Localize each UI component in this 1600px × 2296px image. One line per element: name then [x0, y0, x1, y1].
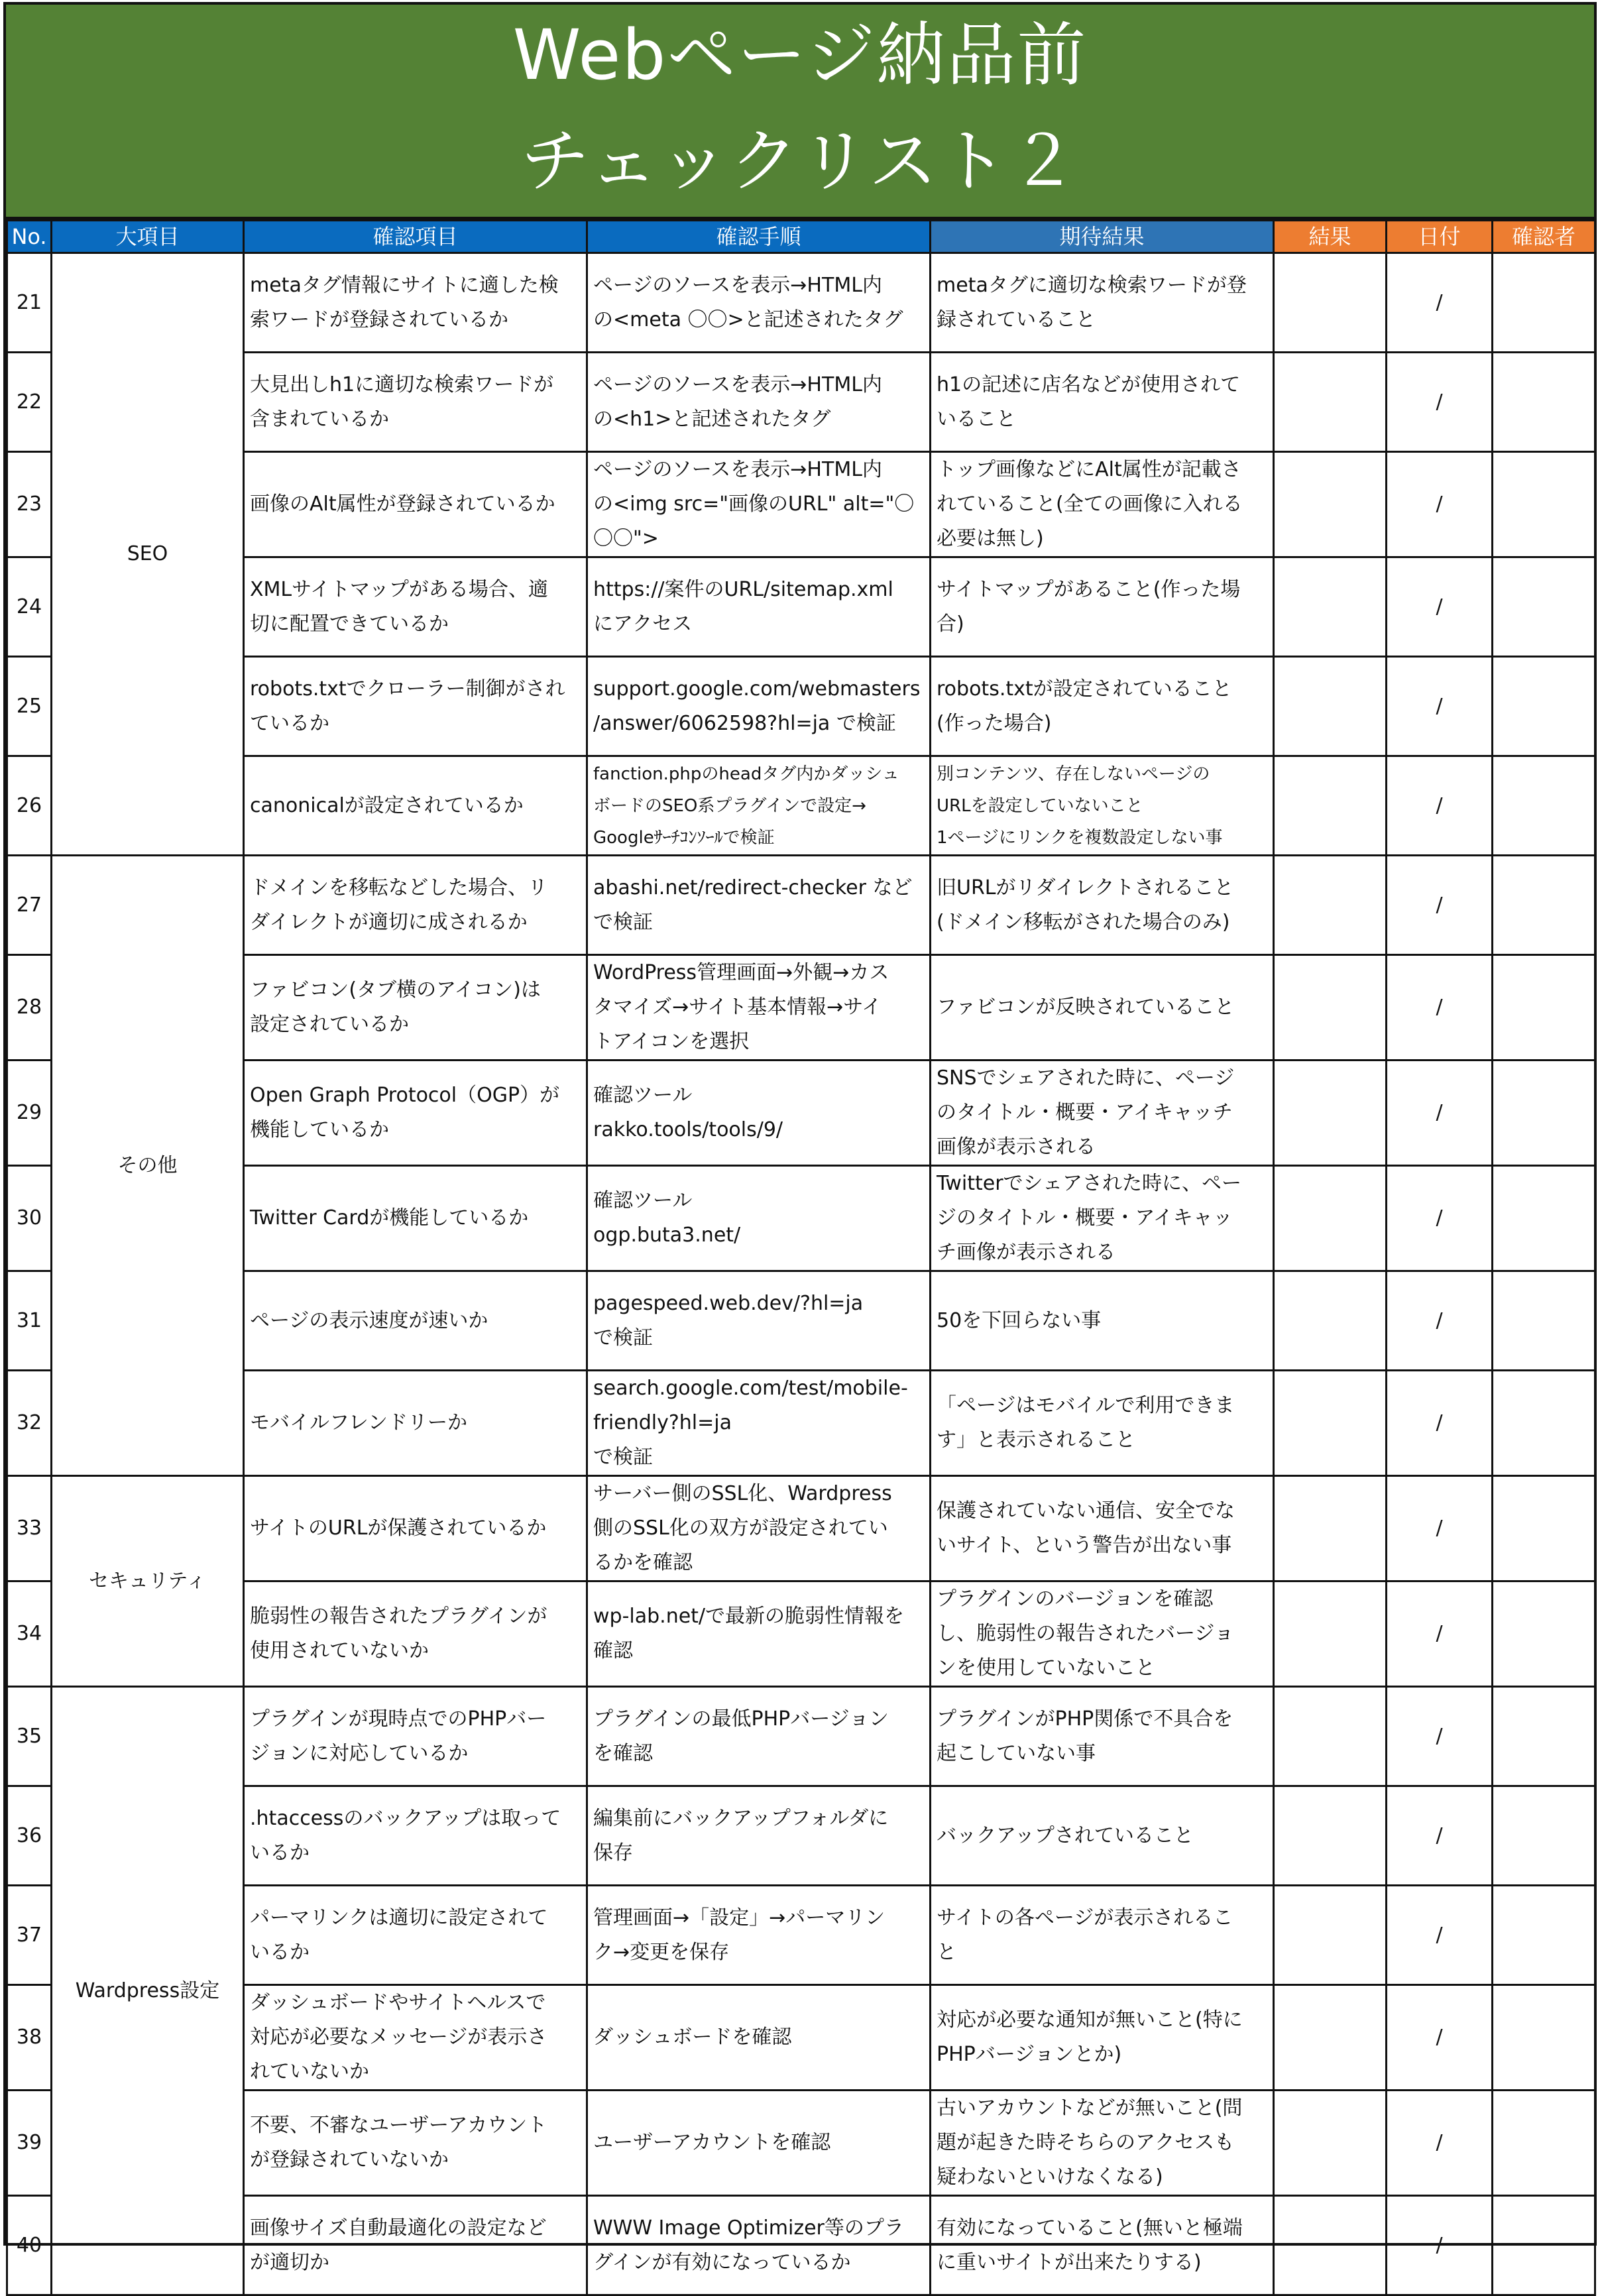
expected-result: トップ画像などにAlt属性が記載さ れていること(全ての画像に入れる 必要は無し) — [931, 452, 1274, 557]
check-procedure: WordPress管理画面→外観→カス タマイズ→サイト基本情報→サイ トアイコンを選択 — [587, 955, 931, 1061]
check-procedure: ダッシュボードを確認 — [587, 1985, 931, 2091]
row-number: 38 — [7, 1985, 52, 2091]
row-number: 37 — [7, 1886, 52, 1985]
check-procedure: ユーザーアカウントを確認 — [587, 2091, 931, 2196]
checker-cell[interactable] — [1493, 1371, 1595, 1476]
check-item: ファビコン(タブ横のアイコン)は 設定されているか — [244, 955, 587, 1061]
result-cell[interactable] — [1274, 557, 1387, 657]
result-cell[interactable] — [1274, 353, 1387, 452]
table-row — [7, 955, 1595, 1061]
expected-result: プラグインがPHP関係で不具合を 起こしていない事 — [931, 1687, 1274, 1786]
row-number: 25 — [7, 657, 52, 756]
header-expected: 期待結果 — [931, 221, 1274, 253]
row-number: 36 — [7, 1786, 52, 1886]
result-cell[interactable] — [1274, 1371, 1387, 1476]
check-procedure: abashi.net/redirect-checker など で検証 — [587, 856, 931, 955]
date-cell[interactable]: / — [1387, 1476, 1493, 1581]
table-row — [7, 2196, 1595, 2295]
table-row — [7, 452, 1595, 557]
row-number: 40 — [7, 2196, 52, 2295]
expected-result: ファビコンが反映されていること — [931, 955, 1274, 1061]
result-cell[interactable] — [1274, 1476, 1387, 1581]
table-row — [7, 1271, 1595, 1371]
checker-cell[interactable] — [1493, 452, 1595, 557]
checker-cell[interactable] — [1493, 2091, 1595, 2196]
header-category: 大項目 — [52, 221, 244, 253]
table-row — [7, 1687, 1595, 1786]
date-cell[interactable]: / — [1387, 2196, 1493, 2295]
row-number: 33 — [7, 1476, 52, 1581]
category-other: その他 — [52, 856, 244, 1476]
result-cell[interactable] — [1274, 1786, 1387, 1886]
checklist-sheet — [3, 2, 1597, 2274]
date-cell[interactable]: / — [1387, 1166, 1493, 1271]
row-number: 28 — [7, 955, 52, 1061]
checker-cell[interactable] — [1493, 756, 1595, 856]
header-checker: 確認者 — [1493, 221, 1595, 253]
check-procedure: search.google.com/test/mobile- friendly?hl=ja で検証 — [587, 1371, 931, 1476]
check-procedure: ページのソースを表示→HTML内 の<img src="画像のURL" alt="〇 〇〇"> — [587, 452, 931, 557]
check-item: パーマリンクは適切に設定されて いるか — [244, 1886, 587, 1985]
header-date: 日付 — [1387, 221, 1493, 253]
row-number: 24 — [7, 557, 52, 657]
checker-cell[interactable] — [1493, 253, 1595, 353]
row-number: 26 — [7, 756, 52, 856]
check-item: metaタグ情報にサイトに適した検 索ワードが登録されているか — [244, 253, 587, 353]
check-procedure: WWW Image Optimizer等のプラ グインが有効になっているか — [587, 2196, 931, 2295]
check-item: canonicalが設定されているか — [244, 756, 587, 856]
row-number: 39 — [7, 2091, 52, 2196]
date-cell[interactable]: / — [1387, 955, 1493, 1061]
checker-cell[interactable] — [1493, 557, 1595, 657]
row-number: 21 — [7, 253, 52, 353]
expected-result: robots.txtが設定されていること (作った場合) — [931, 657, 1274, 756]
result-cell[interactable] — [1274, 1985, 1387, 2091]
table-row — [7, 253, 1595, 353]
check-item: プラグインが現時点でのPHPバー ジョンに対応しているか — [244, 1687, 587, 1786]
header-procedure: 確認手順 — [587, 221, 931, 253]
table-row — [7, 2091, 1595, 2196]
checker-cell[interactable] — [1493, 1166, 1595, 1271]
result-cell[interactable] — [1274, 452, 1387, 557]
result-cell[interactable] — [1274, 1061, 1387, 1166]
result-cell[interactable] — [1274, 1166, 1387, 1271]
row-number: 30 — [7, 1166, 52, 1271]
checker-cell[interactable] — [1493, 1886, 1595, 1985]
check-procedure: wp-lab.net/で最新の脆弱性情報を 確認 — [587, 1581, 931, 1687]
check-procedure: https://案件のURL/sitemap.xml にアクセス — [587, 557, 931, 657]
check-item: 脆弱性の報告されたプラグインが 使用されていないか — [244, 1581, 587, 1687]
date-cell[interactable]: / — [1387, 1985, 1493, 2091]
table-row — [7, 1786, 1595, 1886]
check-procedure: support.google.com/webmasters /answer/6062598?hl=ja で検証 — [587, 657, 931, 756]
table-row — [7, 1476, 1595, 1581]
table-row — [7, 657, 1595, 756]
checklist-table — [6, 219, 1596, 2296]
checker-cell[interactable] — [1493, 1271, 1595, 1371]
table-row — [7, 353, 1595, 452]
check-procedure: ページのソースを表示→HTML内 の<meta 〇〇>と記述されたタグ — [587, 253, 931, 353]
check-item: XMLサイトマップがある場合、適 切に配置できているか — [244, 557, 587, 657]
checker-cell[interactable] — [1493, 353, 1595, 452]
date-cell[interactable]: / — [1387, 856, 1493, 955]
table-row — [7, 557, 1595, 657]
expected-result: サイトマップがあること(作った場 合) — [931, 557, 1274, 657]
check-item: Twitter Cardが機能しているか — [244, 1166, 587, 1271]
row-number: 32 — [7, 1371, 52, 1476]
checker-cell[interactable] — [1493, 2196, 1595, 2295]
table-row — [7, 1166, 1595, 1271]
check-item: 画像サイズ自動最適化の設定など が適切か — [244, 2196, 587, 2295]
date-cell[interactable]: / — [1387, 1371, 1493, 1476]
row-number: 29 — [7, 1061, 52, 1166]
result-cell[interactable] — [1274, 1581, 1387, 1687]
check-procedure: pagespeed.web.dev/?hl=ja で検証 — [587, 1271, 931, 1371]
date-cell[interactable]: / — [1387, 253, 1493, 353]
date-cell[interactable]: / — [1387, 1886, 1493, 1985]
check-item: ダッシュボードやサイトヘルスで 対応が必要なメッセージが表示さ れていないか — [244, 1985, 587, 2091]
row-number: 27 — [7, 856, 52, 955]
expected-result: h1の記述に店名などが使用されて いること — [931, 353, 1274, 452]
table-row — [7, 1886, 1595, 1985]
check-item: 画像のAlt属性が登録されているか — [244, 452, 587, 557]
date-cell[interactable]: / — [1387, 1786, 1493, 1886]
result-cell[interactable] — [1274, 2196, 1387, 2295]
date-cell[interactable]: / — [1387, 1581, 1493, 1687]
expected-result: 別コンテンツ、存在しないページの URLを設定していないこと 1ページにリンクを複数設定しない事 — [931, 756, 1274, 856]
check-item: ドメインを移転などした場合、リ ダイレクトが適切に成されるか — [244, 856, 587, 955]
checker-cell[interactable] — [1493, 1786, 1595, 1886]
result-cell[interactable] — [1274, 1271, 1387, 1371]
check-procedure: fanction.phpのheadタグ内かダッシュ ボードのSEO系プラグインで設定→ Googleｻｰﾁｺﾝｿｰﾙで検証 — [587, 756, 931, 856]
title-banner — [6, 5, 1594, 219]
expected-result: バックアップされていること — [931, 1786, 1274, 1886]
result-cell[interactable] — [1274, 2091, 1387, 2196]
table-row — [7, 1985, 1595, 2091]
category-wordpress-settings: Wardpress設定 — [52, 1687, 244, 2295]
result-cell[interactable] — [1274, 657, 1387, 756]
table-row — [7, 1061, 1595, 1166]
date-cell[interactable]: / — [1387, 1061, 1493, 1166]
page-subtitle: チェックリスト２ — [520, 121, 1080, 201]
check-procedure: ページのソースを表示→HTML内 の<h1>と記述されたタグ — [587, 353, 931, 452]
date-cell[interactable]: / — [1387, 1687, 1493, 1786]
category-security: セキュリティ — [52, 1476, 244, 1687]
row-number: 31 — [7, 1271, 52, 1371]
expected-result: 「ページはモバイルで利用できま す」と表示されること — [931, 1371, 1274, 1476]
date-cell[interactable]: / — [1387, 2091, 1493, 2196]
expected-result: 対応が必要な通知が無いこと(特に PHPバージョンとか) — [931, 1985, 1274, 2091]
check-item: 不要、不審なユーザーアカウント が登録されていないか — [244, 2091, 587, 2196]
check-procedure: サーバー側のSSL化、Wardpress 側のSSL化の双方が設定されてい るかを確認 — [587, 1476, 931, 1581]
check-procedure: 確認ツール ogp.buta3.net/ — [587, 1166, 931, 1271]
checker-cell[interactable] — [1493, 1581, 1595, 1687]
date-cell[interactable]: / — [1387, 452, 1493, 557]
date-cell[interactable]: / — [1387, 1271, 1493, 1371]
checker-cell[interactable] — [1493, 657, 1595, 756]
table-row — [7, 1371, 1595, 1476]
row-number: 35 — [7, 1687, 52, 1786]
checker-cell[interactable] — [1493, 1476, 1595, 1581]
header-result: 結果 — [1274, 221, 1387, 253]
date-cell[interactable]: / — [1387, 353, 1493, 452]
expected-result: Twitterでシェアされた時に、ペー ジのタイトル・概要・アイキャッ チ画像が表示される — [931, 1166, 1274, 1271]
expected-result: 保護されていない通信、安全でな いサイト、という警告が出ない事 — [931, 1476, 1274, 1581]
table-row — [7, 1581, 1595, 1687]
result-cell[interactable] — [1274, 1886, 1387, 1985]
row-number: 23 — [7, 452, 52, 557]
date-cell[interactable]: / — [1387, 557, 1493, 657]
checker-cell[interactable] — [1493, 955, 1595, 1061]
result-cell[interactable] — [1274, 955, 1387, 1061]
date-cell[interactable]: / — [1387, 756, 1493, 856]
result-cell[interactable] — [1274, 856, 1387, 955]
expected-result: 有効になっていること(無いと極端 に重いサイトが出来たりする) — [931, 2196, 1274, 2295]
expected-result: 古いアカウントなどが無いこと(問 題が起きた時そちらのアクセスも 疑わないといけなくなる) — [931, 2091, 1274, 2196]
check-item: .htaccessのバックアップは取って いるか — [244, 1786, 587, 1886]
result-cell[interactable] — [1274, 253, 1387, 353]
check-item: robots.txtでクローラー制御がされ ているか — [244, 657, 587, 756]
date-cell[interactable]: / — [1387, 657, 1493, 756]
check-item: 大見出しh1に適切な検索ワードが 含まれているか — [244, 353, 587, 452]
header-item: 確認項目 — [244, 221, 587, 253]
header-row — [7, 221, 1595, 253]
checker-cell[interactable] — [1493, 1061, 1595, 1166]
table-row — [7, 756, 1595, 856]
check-procedure: プラグインの最低PHPバージョン を確認 — [587, 1687, 931, 1786]
expected-result: metaタグに適切な検索ワードが登 録されていること — [931, 253, 1274, 353]
expected-result: 旧URLがリダイレクトされること (ドメイン移転がされた場合のみ) — [931, 856, 1274, 955]
checker-cell[interactable] — [1493, 856, 1595, 955]
expected-result: 50を下回らない事 — [931, 1271, 1274, 1371]
expected-result: プラグインのバージョンを確認 し、脆弱性の報告されたバージョ ンを使用していないこと — [931, 1581, 1274, 1687]
check-item: モバイルフレンドリーか — [244, 1371, 587, 1476]
row-number: 22 — [7, 353, 52, 452]
page-title: Webページ納品前 — [512, 15, 1088, 95]
expected-result: サイトの各ページが表示されるこ と — [931, 1886, 1274, 1985]
checker-cell[interactable] — [1493, 1985, 1595, 2091]
check-procedure: 管理画面→「設定」→パーマリン ク→変更を保存 — [587, 1886, 931, 1985]
result-cell[interactable] — [1274, 1687, 1387, 1786]
header-no: No. — [7, 221, 52, 253]
check-procedure: 編集前にバックアップフォルダに 保存 — [587, 1786, 931, 1886]
checker-cell[interactable] — [1493, 1687, 1595, 1786]
check-item: サイトのURLが保護されているか — [244, 1476, 587, 1581]
check-procedure: 確認ツール rakko.tools/tools/9/ — [587, 1061, 931, 1166]
check-item: Open Graph Protocol（OGP）が 機能しているか — [244, 1061, 587, 1166]
row-number: 34 — [7, 1581, 52, 1687]
category-seo: SEO — [52, 253, 244, 856]
expected-result: SNSでシェアされた時に、ページ のタイトル・概要・アイキャッチ 画像が表示される — [931, 1061, 1274, 1166]
check-item: ページの表示速度が速いか — [244, 1271, 587, 1371]
result-cell[interactable] — [1274, 756, 1387, 856]
table-row — [7, 856, 1595, 955]
